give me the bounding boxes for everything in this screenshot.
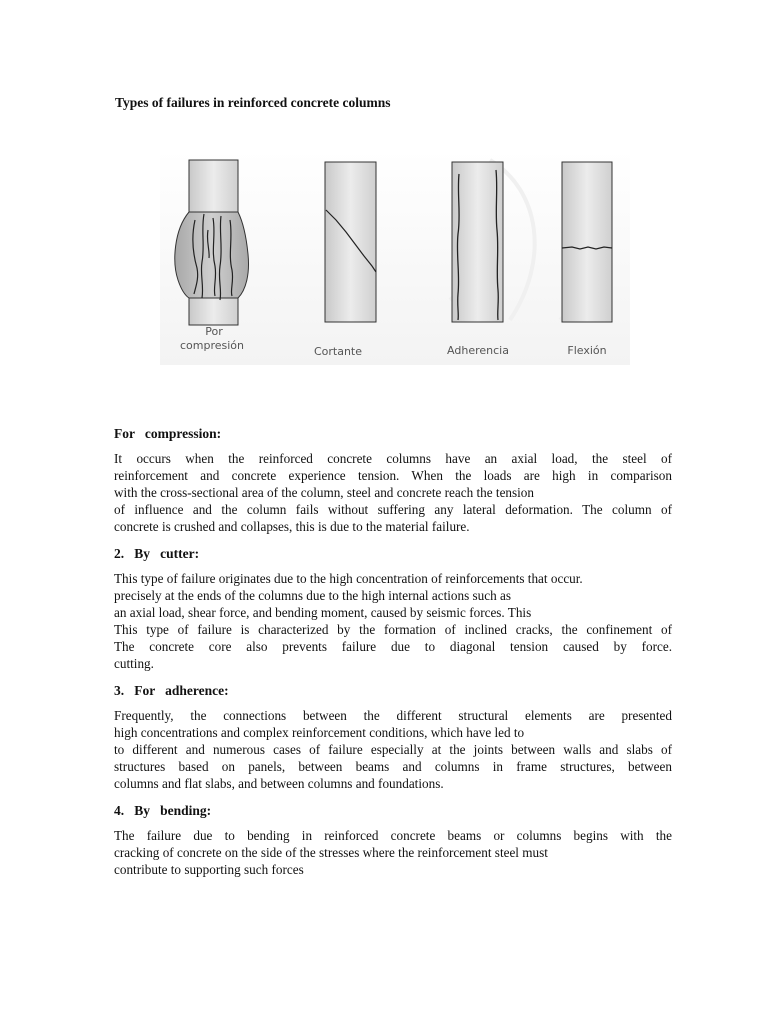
paragraph-line: This type of failure is characterized by the formation of inclined cracks, the confinement of <box>114 621 672 637</box>
paragraph-bending <box>114 828 672 879</box>
page-title: Types of failures in reinforced concrete columns <box>115 95 391 110</box>
paragraph-line: with the cross-sectional area of the column, steel and concrete reach the tension <box>114 484 534 500</box>
paragraph-line: It occurs when the reinforced concrete columns have an axial load, the steel of <box>114 451 672 466</box>
paragraph-line: The failure due to bending in reinforced concrete beams or columns begins with the <box>114 828 672 843</box>
shear-column <box>325 162 376 322</box>
caption-shear: Cortante <box>313 345 363 358</box>
column-failure-illustration <box>160 150 630 365</box>
paragraph-line: to different and numerous cases of failure especially at the joints between walls and slabs of <box>114 741 672 757</box>
paragraph-cutter <box>114 571 672 672</box>
caption-bending: Flexión <box>567 344 607 357</box>
paragraph-line: of influence and the column fails without suffering any lateral deformation. The column of <box>114 501 672 517</box>
column-failure-figure <box>160 150 630 365</box>
caption-compression-line1: Por <box>205 325 223 338</box>
section-heading-adherence: 3. For adherence: <box>114 683 229 698</box>
section-heading-compression: For compression: <box>114 426 222 441</box>
adherence-column <box>452 162 503 322</box>
caption-compression-line2: compresión <box>179 339 245 352</box>
paragraph-adherence <box>114 708 672 793</box>
paragraph-line: reinforcement and concrete experience tension. When the loads are high in comparison <box>114 467 672 483</box>
paragraph-line: concrete is crushed and collapses, this is due to the material failure. <box>114 518 470 534</box>
bending-column <box>562 162 612 322</box>
paragraph-line: structures based on panels, between beams and columns in frame structures, between <box>114 758 672 774</box>
paragraph-line: high concentrations and complex reinforcement conditions, which have led to <box>114 724 525 740</box>
paragraph-line: an axial load, shear force, and bending moment, caused by seismic forces. This <box>114 604 532 620</box>
paragraph-compression <box>114 451 672 536</box>
paragraph-line: contribute to supporting such forces <box>114 861 304 877</box>
paragraph-line: columns and flat slabs, and between columns and foundations. <box>114 775 444 791</box>
paragraph-line: Frequently, the connections between the different structural elements are presented <box>114 708 672 723</box>
paragraph-line: cutting. <box>114 655 154 671</box>
caption-adherence: Adherencia <box>447 344 509 357</box>
paragraph-line: cracking of concrete on the side of the stresses where the reinforcement steel must <box>114 844 548 860</box>
compression-bulge <box>175 212 249 298</box>
paragraph-line: precisely at the ends of the columns due to the high internal actions such as <box>114 587 511 603</box>
paragraph-line: This type of failure originates due to the high concentration of reinforcements that occur. <box>114 571 583 586</box>
section-heading-cutter: 2. By cutter: <box>114 546 200 561</box>
section-heading-bending: 4. By bending: <box>114 803 212 818</box>
paragraph-line: The concrete core also prevents failure due to diagonal tension caused by force. <box>114 638 672 654</box>
